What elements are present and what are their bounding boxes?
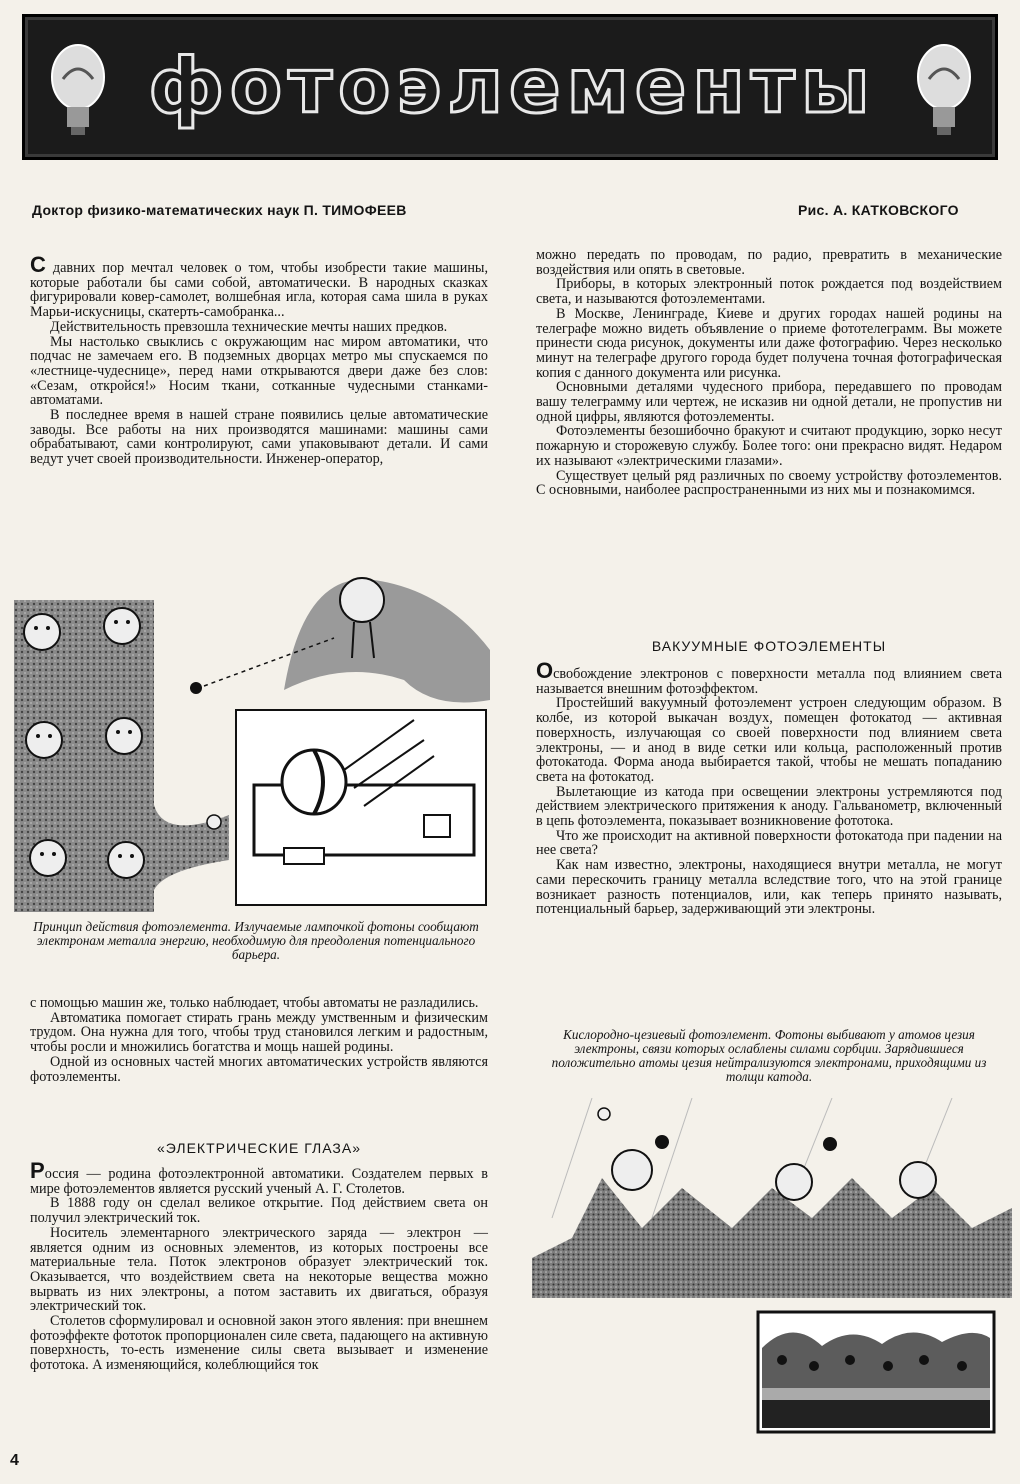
- paragraph: В последнее время в нашей стране появились целые автоматические заводы. Все работы на них производятся машинами: машины сами обрабатывают, сами контролируют, сами упаковывают детали. И сами ведут учет своей производительности. Инженер-оператор,: [30, 407, 488, 468]
- author-byline: Доктор физико-математических наук П. ТИМОФЕЕВ: [32, 202, 407, 218]
- paragraph: С давних пор мечтал человек о том, чтобы изобрести такие машины, которые работали бы сами собой, автоматически. В народных сказках фигурировали ковер-самолет, волшебная игла, которая сама шила в руках Марьи-искусницы, скатерть-самобранка...: [30, 252, 488, 321]
- left-intro: [30, 252, 488, 468]
- paragraph: Простейший вакуумный фотоэлемент устроен следующим образом. В колбе, из которой выкачан воздух, помещен фотокатод — активная поверхность, излучающая со своей поверхности под влиянием света электроны, — и анод в виде сетки или кольца, расположенный против фотокатода. Форма анода выбирается такой, чтобы не мешать попаданию света на фотокатод.: [536, 695, 1002, 785]
- paragraph: Освобождение электронов с поверхности металла под влиянием света называется внешним фотоэффектом.: [536, 658, 1002, 697]
- title-banner: [22, 14, 998, 160]
- page-number: 4: [10, 1452, 19, 1469]
- paragraph: Основными деталями чудесного прибора, передавшего по проводам вашу телеграмму или чертеж, не исказив ни одной детали, не пропустив ни одной цифры, являются фотоэлементы.: [536, 379, 1002, 425]
- right-top: [536, 248, 1002, 498]
- paragraph: Существует целый ряд различных по своему устройству фотоэлементов. С основными, наиболее распространенными из них мы и познакомимся.: [536, 467, 1002, 499]
- paragraph: Как нам известно, электроны, находящиеся внутри металла, не могут сами перескочить границу металла вследствие того, что на этой границе возникает разность потенциалов, или, как теперь принято называть, потенциальный барьер, задерживающий эти электроны.: [536, 857, 1002, 918]
- dropcap: Р: [30, 1158, 45, 1183]
- paragraph: Приборы, в которых электронный поток рождается под воздействием света, и называются фотоэлементами.: [536, 276, 1002, 308]
- cesium-atom: [612, 1150, 652, 1190]
- photoelement-principle-illustration: [14, 560, 490, 912]
- galvanometer: [424, 815, 450, 837]
- left-continued: [30, 996, 488, 1084]
- illustrator-byline: Рис. А. КАТКОВСКОГО: [798, 202, 959, 218]
- lamp-character: [340, 578, 384, 622]
- battery: [284, 848, 324, 864]
- paragraph: можно передать по проводам, по радио, превратить в механические воздействия или опять в световые.: [536, 247, 1002, 278]
- paragraph: Одной из основных частей многих автоматических устройств являются фотоэлементы.: [30, 1053, 488, 1085]
- dropcap: С: [30, 252, 46, 277]
- cesium-atom: [900, 1162, 936, 1198]
- hill-shadow: [284, 579, 490, 702]
- light-bulb-right-icon: [909, 39, 979, 139]
- left-section: [30, 1158, 488, 1374]
- electron: [598, 1108, 610, 1120]
- right-section: [536, 658, 1002, 918]
- oxygen-cesium-photoelement-illustration: [532, 1098, 1012, 1438]
- section-heading-vacuum: ВАКУУМНЫЕ ФОТОЭЛЕМЕНТЫ: [651, 638, 887, 654]
- page-title: фотоэлементы: [148, 41, 876, 130]
- paragraph: Что же происходит на активной поверхности фотокатода при падении на нее света?: [536, 827, 1002, 859]
- paragraph: Автоматика помогает стирать грань между умственным и физическим трудом. Она нужна для того, чтобы труд становился легким и радостным, чтобы росли и множились богатства и мощь нашей родины.: [30, 1009, 488, 1056]
- paragraph: Россия — родина фотоэлектронной автоматики. Создателем первых в мире фотоэлементов является русский ученый А. Г. Столетов.: [30, 1158, 488, 1197]
- paragraph: Носитель элементарного электрического заряда — электрон — является одним из основных элементов, из которых построены все материальные тела. Поток электронов образует электрический ток. Оказывается, что воздействием света на некоторые вещества можно вырвать из них электроны, а потом заставить их двигаться, образуя электрический ток.: [30, 1224, 488, 1315]
- figure1-caption: Принцип действия фотоэлемента. Излучаемые лампочкой фотоны сообщают электронам металла энергию, необходимую для преодоления потенциального барьера.: [33, 919, 479, 962]
- paragraph: В 1888 году он сделал великое открытие. Под действием света он получил электрический ток.: [30, 1195, 488, 1227]
- paragraph: с помощью машин же, только наблюдает, чтобы автоматы не разладились.: [30, 995, 479, 1011]
- phototube: [282, 750, 346, 814]
- circuit-panel: [236, 710, 486, 905]
- paragraph: Столетов сформулировал и основной закон этого явления: при внешнем фотоэффекте фототок пропорционален силе света, падающего на активную поверхность, то-есть изменение силы света вызывает и изменение фототока. А изменяющийся, колеблющийся ток: [30, 1313, 488, 1374]
- dropcap: О: [536, 658, 554, 683]
- cesium-atom: [776, 1164, 812, 1200]
- paragraph: Вылетающие из катода при освещении электроны устремляются под действием электрического притяжения к аноду. Гальванометр, включенный в цепь фотоэлемента, показывает возникновение фототока.: [536, 783, 1002, 830]
- section-heading-electric-eyes: «ЭЛЕКТРИЧЕСКИЕ ГЛАЗА»: [157, 1140, 361, 1156]
- photon: [823, 1137, 837, 1151]
- mountain-surface: [532, 1178, 1012, 1298]
- figure2-caption: Кислородно-цезиевый фотоэлемент. Фотоны выбивают у атомов цезия электроны, связи которых ослаблены силами сорбции. Зарядившиеся положительно атомы цезия нейтрализуются электронами, приходящими из толщи катода.: [551, 1027, 987, 1084]
- paragraph: В Москве, Ленинграде, Киеве и других городах нашей родины на телеграфе можно видеть объявление о приеме фототелеграмм. Вы можете принести сюда рисунок, документы или даже фотографию. Через несколько минут на телеграфе другого города будет получена точная фотографическая копия с данного документа или рисунка.: [536, 305, 1002, 381]
- photon: [190, 682, 202, 694]
- paragraph: Действительность превзошла технические мечты наших предков.: [50, 318, 448, 335]
- photon: [655, 1135, 669, 1149]
- paragraph: Мы настолько свыклись с окружающим нас миром автоматики, что подчас не замечаем его. В подземных дворцах метро мы спускаемся по «лестнице-чудеснице», перед нами открываются двери даже без слов: «Сезам, откройся!» Носим ткани, сотканные чудесными станками-автоматами.: [30, 333, 488, 409]
- paragraph: Фотоэлементы безошибочно бракуют и считают продукцию, зорко несут пожарную и сторожевую службу. Более того: они прекрасно видят. Недаром их называют «электрическими глазами».: [536, 423, 1002, 469]
- light-bulb-left-icon: [43, 39, 113, 139]
